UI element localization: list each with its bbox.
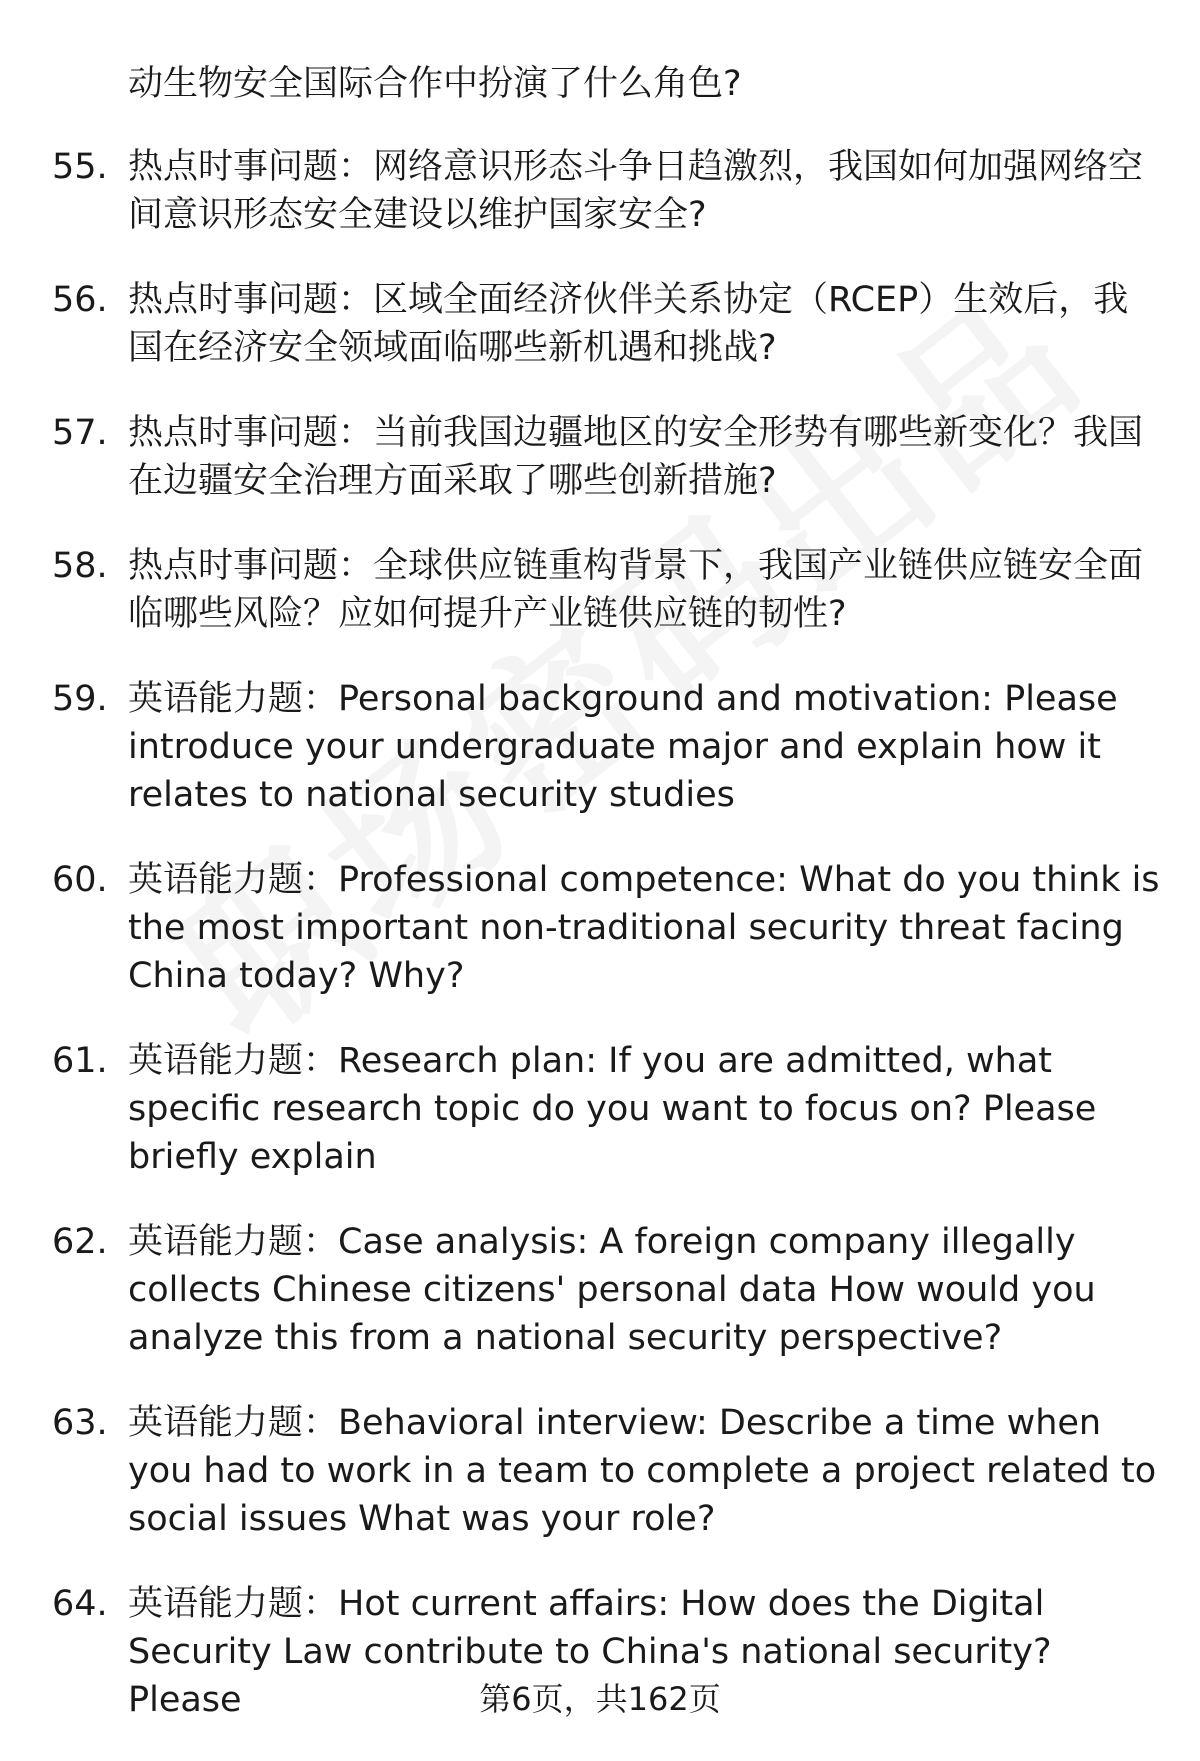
question-number: 60. [52,860,108,900]
question-number: 58. [52,546,108,586]
question-text: 热点时事问题：当前我国边疆地区的安全形势有哪些新变化？我国在边疆安全治理方面采取了哪些创新措施? [128,413,1144,501]
question-text: 动生物安全国际合作中扮演了什么角色? [128,64,742,104]
question-text: 热点时事问题：网络意识形态斗争日趋激烈，我国如何加强网络空间意识形态安全建设以维护国家安全? [128,147,1144,235]
question-number: 56. [52,280,108,320]
page-footer: 第6页，共162页 [479,1680,721,1718]
question-continuation [0,60,1200,108]
question-number: 62. [52,1222,108,1262]
question-text: 英语能力题：Case analysis: A foreign company illegally collects Chinese citizens' personal data How would you analyze this from a national security perspective? [128,1222,1096,1358]
question-list [0,60,1200,1761]
question-text: 热点时事问题：区域全面经济伙伴关系协定（RCEP）生效后，我国在经济安全领域面临哪些新机遇和挑战? [128,280,1129,368]
question-item [0,675,1200,819]
question-item [0,1218,1200,1362]
question-item [0,1037,1200,1181]
question-text: 英语能力题：Personal background and motivation: Please introduce your undergraduate major and explain how it relates to national security studies [128,679,1118,815]
question-text: 英语能力题：Hot current affairs: How does the Digital Security Law contribute to China's national security? Please [128,1584,1052,1720]
question-item [0,409,1200,505]
question-text: 英语能力题：Behavioral interview: Describe a time when you had to work in a team to complete a project related to social issues What was your role? [128,1403,1157,1539]
question-item [0,143,1200,239]
question-number: 55. [52,147,108,187]
question-item [0,276,1200,372]
question-number: 57. [52,413,108,453]
question-number: 64. [52,1584,108,1624]
question-item [0,856,1200,1000]
question-text: 英语能力题：Research plan: If you are admitted, what specific research topic do you want to focus on? Please briefly explain [128,1041,1097,1177]
question-text: 热点时事问题：全球供应链重构背景下，我国产业链供应链安全面临哪些风险？应如何提升产业链供应链的韧性? [128,546,1144,634]
question-item [0,1399,1200,1543]
question-number: 61. [52,1041,108,1081]
question-item [0,542,1200,638]
question-number: 59. [52,679,108,719]
question-text: 英语能力题：Professional competence: What do you think is the most important non-traditional security threat facing China today? Why? [128,860,1160,996]
question-number: 63. [52,1403,108,1443]
